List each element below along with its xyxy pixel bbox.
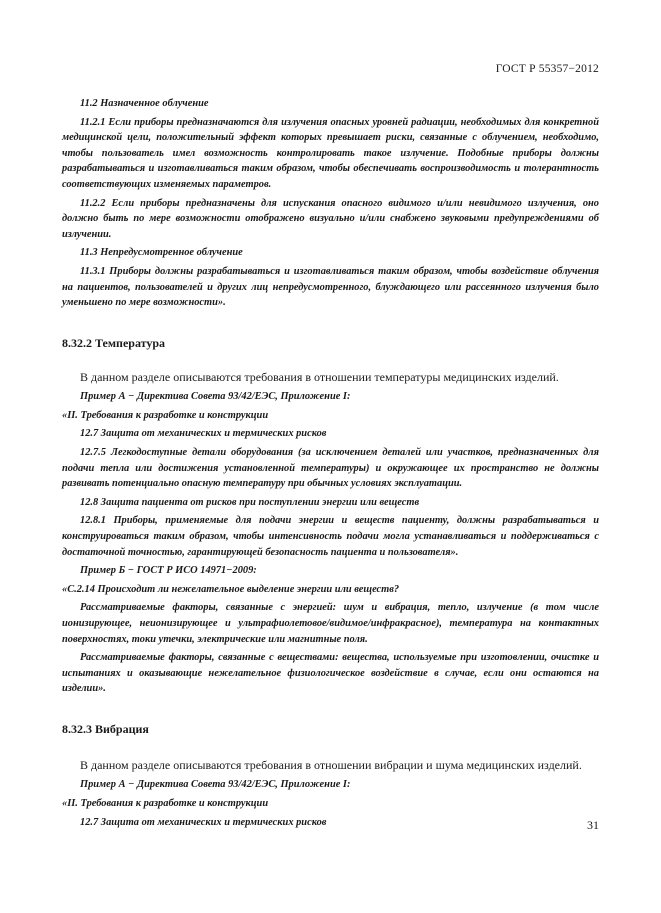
paragraph: 12.7 Защита от механических и термических рисков (80, 428, 327, 440)
paragraph: «С.2.14 Происходит ли нежелательное выделение энергии или веществ? (62, 583, 400, 595)
paragraph: Рассматриваемые факторы, связанные с веществами: вещества, используемые при изготовлении, очистке и испытаниях и оказывающие нежелательное физиологическое воздействие в случае, если они остаются на изделии». (62, 652, 599, 695)
paragraph: Пример Б − ГОСТ Р ИСО 14971−2009: (80, 565, 257, 577)
section-intro: В данном разделе описываются требования в отношении вибрации и шума медицинских изделий. (80, 757, 582, 772)
paragraph: 12.8.1 Приборы, применяемые для подачи энергии и веществ пациенту, должны разрабатываться и конструироваться таким образом, чтобы интенсивность подачи могла устанавливаться и поддерживаться с достаточной точностью, гарантирующей безопасность пациента и пользователя». (62, 515, 599, 558)
paragraph: 12.7.5 Легкодоступные детали оборудования (за исключением деталей или участков, предназначенных для подачи тепла или достижения установленной температуры) и окружающее их пространство не должны развивать потенциально опасную температуру при обычных условиях эксплуатации. (62, 447, 599, 490)
page-number: 31 (587, 818, 599, 832)
paragraph: 11.3 Непредусмотренное облучение (80, 247, 243, 259)
page-content (62, 96, 599, 833)
section-heading: 8.32.2 Температура (62, 335, 166, 350)
paragraph: «II. Требования к разработке и конструкции (62, 409, 269, 421)
paragraph: Рассматриваемые факторы, связанные с энергией: шум и вибрация, тепло, излучение (в том числе ионизирующее, неионизирующее и ультрафиолетовое/видимое/инфракрасное), температура на контактных поверхностях, токи утечки, электрические или магнитные поля. (62, 602, 599, 645)
section-intro: В данном разделе описываются требования в отношении температуры медицинских изделий. (80, 369, 559, 384)
document-id: ГОСТ Р 55357−2012 (495, 63, 599, 75)
paragraph: Пример А − Директива Совета 93/42/ЕЭС, Приложение I: (80, 391, 351, 403)
paragraph: 11.2 Назначенное облучение (80, 98, 209, 109)
paragraph: Пример А − Директива Совета 93/42/ЕЭС, Приложение I: (80, 779, 351, 791)
paragraph: 11.2.2 Если приборы предназначены для испускания опасного видимого и/или невидимого излучения, оно должно быть по мере возможности отображено визуально и/или снабжено звуковыми предупреждениями об излучении. (62, 197, 599, 240)
paragraph: «II. Требования к разработке и конструкции (62, 798, 269, 809)
paragraph: 12.7 Защита от механических и термических рисков (80, 816, 327, 828)
paragraph: 12.8 Защита пациента от рисков при поступлении энергии или веществ (80, 496, 420, 508)
paragraph: 11.3.1 Приборы должны разрабатываться и изготавливаться таким образом, чтобы воздействие облучения на пациентов, пользователей и других лиц непредусмотренного, блуждающего или рассеянного излучения было уменьшено по мере возможности». (62, 265, 599, 309)
paragraph: 11.2.1 Если приборы предназначаются для излучения опасных уровней радиации, необходимых для конкретной медицинской цели, положительный эффект которых превышает риски, связанные с облучением, необходимо, чтобы пользователь имел возможность контролировать такое излучение. Подобные приборы должны разрабатываться и изготавливаться таким образом, чтобы обеспечивать воспроизводимость и толерантность соответствующих изменяемых параметров. (62, 116, 599, 190)
section-heading: 8.32.3 Вибрация (62, 721, 149, 736)
